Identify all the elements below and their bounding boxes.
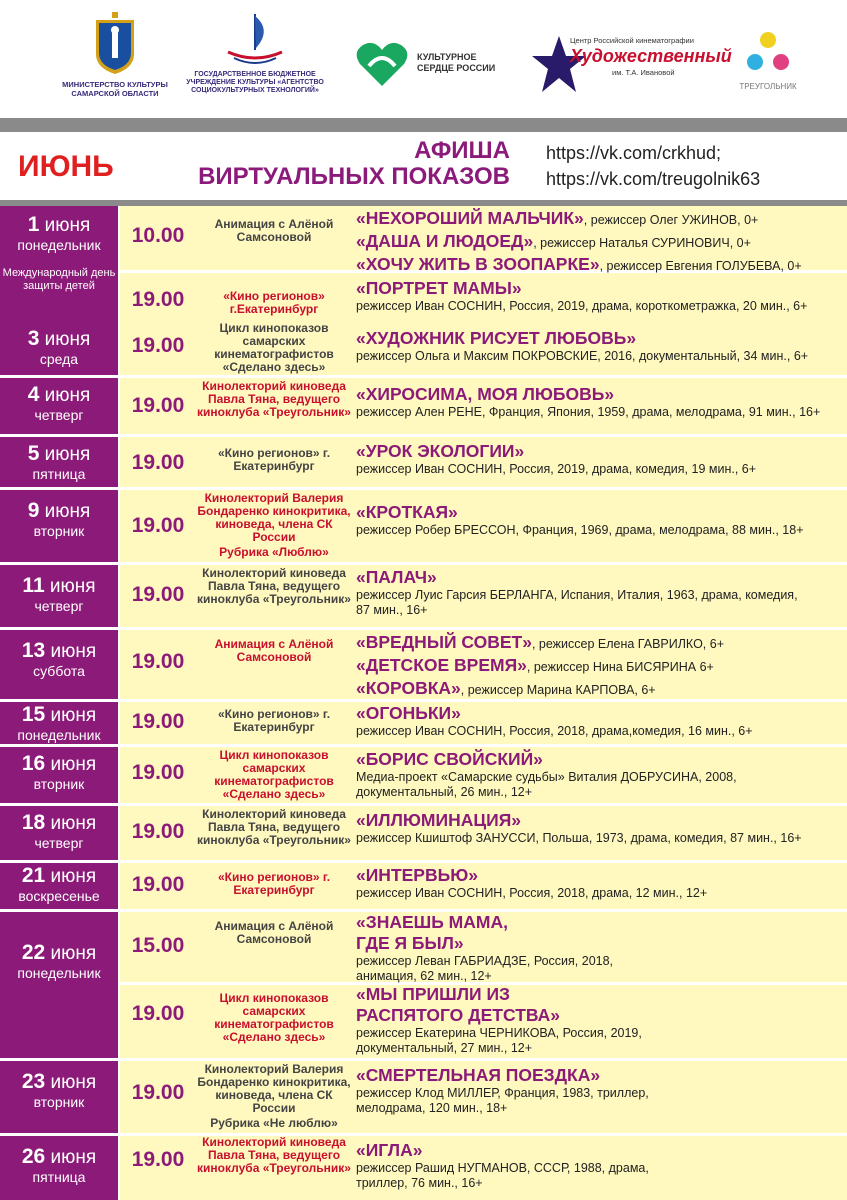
event-time: 15.00 xyxy=(131,934,185,957)
event-cycle: «Кино регионов» г.Екатеринбург xyxy=(223,289,325,316)
triangle-circles-icon xyxy=(743,30,793,78)
heart-icon xyxy=(355,40,409,88)
date-cell: 21 июня воскресенье xyxy=(0,863,118,909)
vk-link-treugolnik[interactable]: https://vk.com/treugolnik63 xyxy=(546,169,761,189)
event-cycle: Анимация с Алёной Самсоновой xyxy=(214,217,334,244)
schedule-row xyxy=(0,378,847,434)
event-time: 19.00 xyxy=(131,761,185,784)
schedule-row xyxy=(0,806,847,860)
date-cell: 3 июня среда xyxy=(0,320,118,375)
schedule-row xyxy=(0,320,847,375)
event-cycle: Цикл кинопоказов самарских кинематографистов «Сделано здесь» xyxy=(214,748,334,801)
cinema-name: Художественный xyxy=(570,46,732,66)
film-title: «ВРЕДНЫЙ СОВЕТ», режиссер Елена ГАВРИЛКО, 6+ xyxy=(356,632,724,652)
event-time: 19.00 xyxy=(131,514,185,537)
film-info: «ХУДОЖНИК РИСУЕТ ЛЮБОВЬ» режиссер Ольга и Максим ПОКРОВСКИЕ, 2016, документальный, 34 мин., 6+ xyxy=(356,328,809,363)
film-info: «ИЛЛЮМИНАЦИЯ» режиссер Кшиштоф ЗАНУССИ, Польша, 1973, драма, комедия, 87 мин., 16+ xyxy=(356,810,802,845)
film-title: «НЕХОРОШИЙ МАЛЬЧИК», режиссер Олег УЖИНОВ, 0+ xyxy=(356,208,759,228)
schedule-row xyxy=(0,565,847,627)
event-time: 19.00 xyxy=(131,451,185,474)
date-cell: 1 июня понедельник Международный день защиты детей xyxy=(0,206,118,336)
coat-of-arms-icon xyxy=(90,10,140,76)
event-time: 10.00 xyxy=(131,224,185,247)
date-cell: 18 июня четверг xyxy=(0,806,118,860)
event-cycle: «Кино регионов» г. Екатеринбург xyxy=(217,446,331,473)
date-cell: 23 июня вторник xyxy=(0,1061,118,1133)
event-cycle: Цикл кинопоказов самарских кинематографистов «Сделано здесь» xyxy=(214,991,334,1044)
event-cycle: «Кино регионов» г. Екатеринбург xyxy=(217,870,331,897)
film-info: «СМЕРТЕЛЬНАЯ ПОЕЗДКА» режиссер Клод МИЛЛЕР, Франция, 1983, триллер, мелодрама, 120 мин., 18+ xyxy=(356,1065,649,1115)
schedule-row xyxy=(0,912,847,1058)
event-time: 19.00 xyxy=(131,583,185,606)
schedule-row xyxy=(0,702,847,744)
film-info: «ПОРТРЕТ МАМЫ» режиссер Иван СОСНИН, Россия, 2019, драма, короткометражка, 20 мин., 6+ xyxy=(356,278,808,313)
schedule-row xyxy=(0,437,847,487)
film-info: «ИНТЕРВЬЮ» режиссер Иван СОСНИН, Россия, 2018, драма, 12 мин., 12+ xyxy=(356,865,708,900)
event-cycle: Кинолекторий Валерия Бондаренко кинокритика, киноведа, члена СК России xyxy=(197,1062,351,1115)
film-info: «УРОК ЭКОЛОГИИ» режиссер Иван СОСНИН, Россия, 2019, драма, комедия, 19 мин., 6+ xyxy=(356,441,757,476)
grey-band-top xyxy=(0,118,847,132)
film-list xyxy=(356,632,841,701)
film-title: «КОРОВКА», режиссер Марина КАРПОВА, 6+ xyxy=(356,678,656,698)
event-cycle: Кинолекторий Валерия Бондаренко кинокритика, киноведа, члена СК России xyxy=(197,491,351,544)
date-cell: 13 июня суббота xyxy=(0,630,118,699)
heart-caption: КУЛЬТУРНОЕ СЕРДЦЕ РОССИИ xyxy=(417,52,496,73)
event-cycle: Кинолекторий киноведа Павла Тяна, ведущего киноклуба «Треугольник» xyxy=(197,379,351,419)
event-time: 19.00 xyxy=(131,1081,185,1104)
schedule-row xyxy=(0,1136,847,1200)
film-title: «ДЕТСКОЕ ВРЕМЯ», режиссер Нина БИСЯРИНА 6+ xyxy=(356,655,714,675)
film-list xyxy=(356,208,841,277)
event-cycle: Кинолекторий киноведа Павла Тяна, ведущего киноклуба «Треугольник» xyxy=(197,566,351,606)
film-title: «ДАША И ЛЮДОЕД», режиссер Наталья СУРИНОВИЧ, 0+ xyxy=(356,231,751,251)
event-time: 19.00 xyxy=(131,394,185,417)
event-time: 19.00 xyxy=(131,873,185,896)
event-time: 19.00 xyxy=(131,650,185,673)
film-info: «МЫ ПРИШЛИ ИЗ РАСПЯТОГО ДЕТСТВА» режиссер Екатерина ЧЕРНИКОВА, Россия, 2019, документальный, 27 мин., 12+ xyxy=(356,984,642,1055)
film-info: «ИГЛА» режиссер Рашид НУГМАНОВ, СССР, 1988, драма, триллер, 76 мин., 16+ xyxy=(356,1140,649,1190)
vk-link-crkhud[interactable]: https://vk.com/crkhud; xyxy=(546,143,722,163)
film-info: «КРОТКАЯ» режиссер Робер БРЕССОН, Франция, 1969, драма, мелодрама, 88 мин., 18+ xyxy=(356,502,804,537)
event-cycle: Кинолекторий киноведа Павла Тяна, ведущего киноклуба «Треугольник» xyxy=(197,807,351,847)
date-cell: 22 июня понедельник xyxy=(0,912,118,1058)
event-time: 19.00 xyxy=(131,710,185,733)
event-rubric: Рубрика «Не люблю» xyxy=(210,1116,338,1130)
date-cell: 15 июня понедельник xyxy=(0,702,118,744)
film-info: «ОГОНЬКИ» режиссер Иван СОСНИН, Россия, 2018, драма,комедия, 16 мин., 6+ xyxy=(356,703,753,738)
schedule-row xyxy=(0,863,847,909)
cinema-top: Центр Российской кинематографии xyxy=(570,36,694,45)
triangle-logo xyxy=(718,30,818,92)
agency-caption: ГОСУДАРСТВЕННОЕ БЮДЖЕТНОЕ УЧРЕЖДЕНИЕ КУЛЬТУРЫ «АГЕНТСТВО СОЦИОКУЛЬТУРНЫХ ТЕХНОЛОГИЙ» xyxy=(186,71,324,94)
agency-logo xyxy=(175,10,335,95)
logo-strip xyxy=(0,0,847,118)
event-time: 19.00 xyxy=(131,820,185,843)
event-time: 19.00 xyxy=(131,334,185,357)
date-cell: 4 июня четверг xyxy=(0,378,118,434)
schedule-row xyxy=(0,630,847,699)
event-cycle: «Кино регионов» г. Екатеринбург xyxy=(217,707,331,734)
event-time: 19.00 xyxy=(131,1148,185,1171)
date-cell: 26 июня пятница xyxy=(0,1136,118,1200)
event-rubric: Рубрика «Люблю» xyxy=(219,545,329,559)
film-info: «ХИРОСИМА, МОЯ ЛЮБОВЬ» режиссер Ален РЕНЕ, Франция, Япония, 1959, драма, мелодрама, 91 мин., 16+ xyxy=(356,384,821,419)
event-cycle: Анимация с Алёной Самсоновой xyxy=(214,637,334,664)
triangle-caption: ТРЕУГОЛЬНИК xyxy=(739,82,797,91)
cinema-sub: им. Т.А. Ивановой xyxy=(612,68,675,77)
film-info: «ЗНАЕШЬ МАМА, ГДЕ Я БЫЛ» режиссер Леван ГАБРИАДЗЕ, Россия, 2018, анимация, 62 мин., 12+ xyxy=(356,912,614,983)
event-time: 19.00 xyxy=(131,288,185,311)
poster-title: АФИША xyxy=(414,137,510,164)
schedule-row xyxy=(0,1061,847,1133)
date-cell: 5 июня пятница xyxy=(0,437,118,487)
film-info: «БОРИС СВОЙСКИЙ» Медиа-проект «Самарские судьбы» Виталия ДОБРУСИНА, 2008, документальный, 26 мин., 12+ xyxy=(356,749,737,799)
ship-icon xyxy=(220,10,290,66)
ministry-caption: МИНИСТЕРСТВО КУЛЬТУРЫ САМАРСКОЙ ОБЛАСТИ xyxy=(62,80,168,98)
ministry-logo xyxy=(60,10,170,98)
schedule-row xyxy=(0,206,847,336)
poster-subtitle: ВИРТУАЛЬНЫХ ПОКАЗОВ xyxy=(198,163,510,190)
event-cycle: Цикл кинопоказов самарских кинематографистов «Сделано здесь» xyxy=(214,321,334,374)
schedule-row xyxy=(0,490,847,562)
schedule-row xyxy=(0,747,847,803)
month-title: ИЮНЬ xyxy=(18,150,114,183)
date-cell: 9 июня вторник xyxy=(0,490,118,562)
date-cell: 16 июня вторник xyxy=(0,747,118,803)
holiday-note: Международный день защиты детей xyxy=(2,267,116,292)
date-cell: 11 июня четверг xyxy=(0,565,118,627)
event-cycle: Кинолекторий киноведа Павла Тяна, ведущего киноклуба «Треугольник» xyxy=(197,1135,351,1175)
film-info: «ПАЛАЧ» режиссер Луис Гарсия БЕРЛАНГА, Испания, Италия, 1963, драма, комедия, 87 мин., 16+ xyxy=(356,567,798,617)
event-time: 19.00 xyxy=(131,1002,185,1025)
event-cycle: Анимация с Алёной Самсоновой xyxy=(214,919,334,946)
film-title: «ХОЧУ ЖИТЬ В ЗООПАРКЕ», режиссер Евгения ГОЛУБЕВА, 0+ xyxy=(356,254,802,274)
